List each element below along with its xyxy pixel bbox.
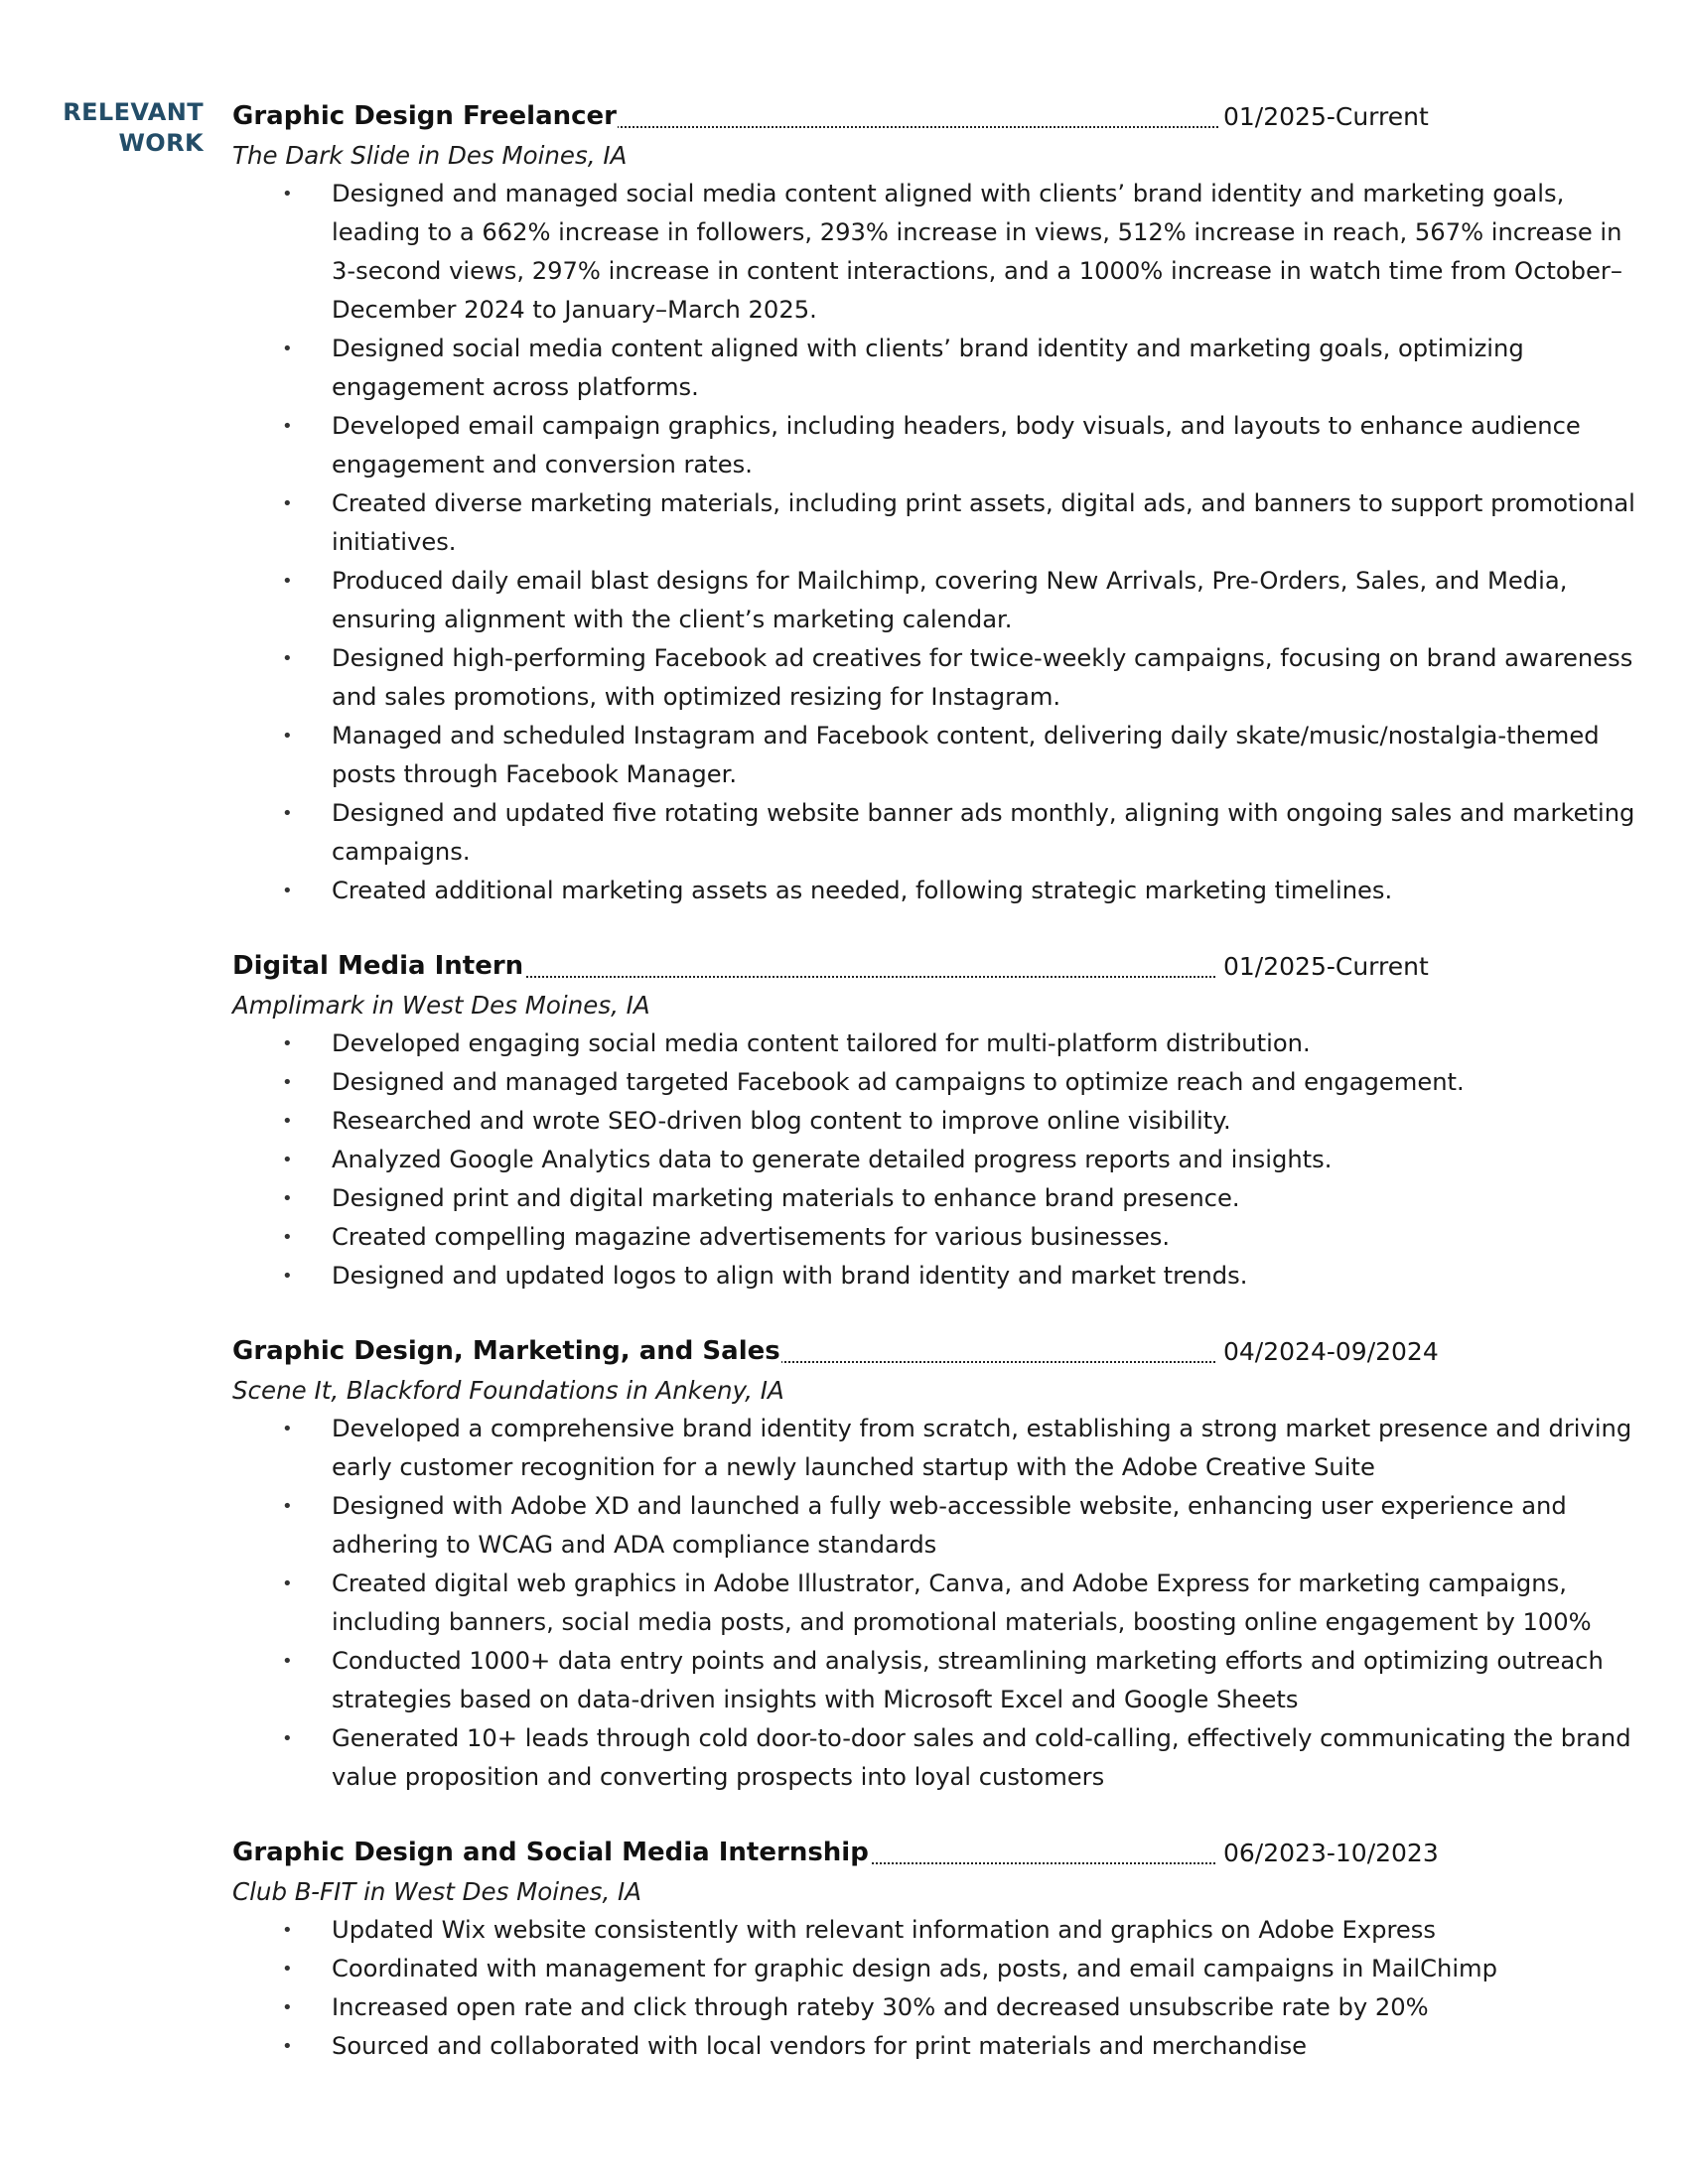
bullet-text: Designed print and digital marketing materials to enhance brand presence. [332, 1184, 1240, 1212]
bullet-item [232, 1642, 1652, 1719]
bullet-text: Designed and managed social media content aligned with clients’ brand identity and marketing goals, leading to a 662% increase in followers, 293% increase in views, 512% increase in reach, 567% increase in 3-second views, 297% increase in content interactions, and a 1000% increase in watch time from October–December 2024 to January–March 2025. [332, 180, 1622, 324]
job-title: Graphic Design, Marketing, and Sales [232, 1332, 781, 1371]
bullet-text: Developed engaging social media content tailored for multi-platform distribution. [332, 1029, 1311, 1057]
bullet-dot-icon: • [282, 1150, 293, 1170]
bullet-dot-icon: • [282, 881, 293, 901]
bullet-text: Conducted 1000+ data entry points and analysis, streamlining marketing efforts and optimizing outreach strategies based on data-driven insights with Microsoft Excel and Google Sheets [332, 1647, 1604, 1713]
bullet-item [232, 562, 1652, 639]
bullet-dot-icon: • [282, 1920, 293, 1941]
bullet-text: Produced daily email blast designs for Mailchimp, covering New Arrivals, Pre-Orders, Sales, and Media, ensuring alignment with the client’s marketing calendar. [332, 567, 1568, 633]
bullet-dot-icon: • [282, 1111, 293, 1132]
job-dates: 01/2025-Current [1219, 97, 1429, 136]
job-bullets [232, 1911, 1652, 2066]
bullet-item [232, 1950, 1652, 1988]
job-organization: Amplimark in West Des Moines, IA [232, 991, 650, 1020]
bullet-item [232, 872, 1652, 910]
bullet-item [232, 1102, 1652, 1141]
bullet-item [232, 1179, 1652, 1218]
bullet-dot-icon: • [282, 1959, 293, 1979]
bullet-dot-icon: • [282, 1419, 293, 1439]
bullet-dot-icon: • [282, 1573, 293, 1594]
job-heading [232, 1834, 1652, 1872]
job-title: Graphic Design and Social Media Internship [232, 1834, 870, 1872]
bullet-text: Sourced and collaborated with local vendors for print materials and merchandise [332, 2032, 1308, 2060]
job-title: Graphic Design Freelancer [232, 97, 618, 136]
bullet-text: Developed email campaign graphics, including headers, body visuals, and layouts to enhance audience engagement and conversion rates. [332, 412, 1581, 478]
bullet-item [232, 1487, 1652, 1565]
bullet-text: Designed social media content aligned with clients’ brand identity and marketing goals, optimizing engagement across platforms. [332, 335, 1524, 401]
job-title: Digital Media Intern [232, 947, 524, 986]
job-bullets [232, 175, 1652, 910]
bullet-item [232, 1911, 1652, 1950]
bullet-item [232, 1719, 1652, 1797]
job-organization: The Dark Slide in Des Moines, IA [232, 141, 628, 170]
job-organization: Club B-FIT in West Des Moines, IA [232, 1877, 642, 1906]
job-bullets [232, 1024, 1652, 1296]
bullet-dot-icon: • [282, 2036, 293, 2057]
bullet-text: Coordinated with management for graphic design ads, posts, and email campaigns in MailChimp [332, 1955, 1497, 1982]
job-heading [232, 1332, 1652, 1371]
bullet-text: Created additional marketing assets as needed, following strategic marketing timelines. [332, 877, 1393, 904]
bullet-dot-icon: • [282, 1033, 293, 1054]
bullet-dot-icon: • [282, 1496, 293, 1517]
job-bullets [232, 1410, 1652, 1797]
bullet-item [232, 2027, 1652, 2066]
section-label-line2: WORK [118, 129, 204, 157]
bullet-item [232, 484, 1652, 562]
bullet-item [232, 1988, 1652, 2027]
bullet-dot-icon: • [282, 493, 293, 514]
bullet-text: Generated 10+ leads through cold door-to-door sales and cold-calling, effectively communicating the brand value proposition and converting prospects into loyal customers [332, 1724, 1631, 1791]
bullet-dot-icon: • [282, 339, 293, 359]
bullet-text: Developed a comprehensive brand identity from scratch, establishing a strong market presence and driving early customer recognition for a newly launched startup with the Adobe Creative Suite [332, 1415, 1632, 1481]
bullet-text: Created digital web graphics in Adobe Illustrator, Canva, and Adobe Express for marketing campaigns, including banners, social media posts, and promotional materials, boosting online engagement by 100% [332, 1570, 1592, 1636]
bullet-text: Managed and scheduled Instagram and Facebook content, delivering daily skate/music/nostalgia-themed posts through Facebook Manager. [332, 722, 1600, 788]
bullet-text: Increased open rate and click through rateby 30% and decreased unsubscribe rate by 20% [332, 1993, 1429, 2021]
section-label-line1: RELEVANT [63, 98, 204, 126]
bullet-item [232, 717, 1652, 794]
bullet-dot-icon: • [282, 1072, 293, 1093]
bullet-item [232, 1565, 1652, 1642]
bullet-item [232, 1410, 1652, 1487]
job-dates: 01/2025-Current [1219, 947, 1429, 986]
bullet-text: Designed and managed targeted Facebook ad campaigns to optimize reach and engagement. [332, 1068, 1465, 1096]
bullet-dot-icon: • [282, 726, 293, 747]
bullet-dot-icon: • [282, 571, 293, 592]
bullet-dot-icon: • [282, 1997, 293, 2018]
bullet-text: Analyzed Google Analytics data to generate detailed progress reports and insights. [332, 1146, 1333, 1173]
bullet-text: Researched and wrote SEO-driven blog content to improve online visibility. [332, 1107, 1231, 1135]
bullet-item [232, 1024, 1652, 1063]
bullet-dot-icon: • [282, 1188, 293, 1209]
bullet-dot-icon: • [282, 416, 293, 437]
section-label [48, 97, 204, 159]
work-history [232, 97, 1652, 2103]
bullet-text: Created diverse marketing materials, including print assets, digital ads, and banners to support promotional initiatives. [332, 489, 1635, 556]
bullet-item [232, 1257, 1652, 1296]
bullet-item [232, 794, 1652, 872]
job-entry [232, 947, 1652, 1296]
bullet-dot-icon: • [282, 803, 293, 824]
bullet-text: Designed and updated five rotating website banner ads monthly, aligning with ongoing sales and marketing campaigns. [332, 799, 1635, 866]
job-dates: 04/2024-09/2024 [1219, 1332, 1439, 1371]
bullet-dot-icon: • [282, 648, 293, 669]
bullet-dot-icon: • [282, 1651, 293, 1672]
bullet-item [232, 407, 1652, 484]
job-heading [232, 947, 1652, 986]
bullet-text: Designed high-performing Facebook ad creatives for twice-weekly campaigns, focusing on brand awareness and sales promotions, with optimized resizing for Instagram. [332, 644, 1633, 711]
job-entry [232, 1332, 1652, 1797]
bullet-dot-icon: • [282, 1227, 293, 1248]
bullet-text: Designed and updated logos to align with brand identity and market trends. [332, 1262, 1248, 1290]
bullet-dot-icon: • [282, 1266, 293, 1287]
bullet-item [232, 1218, 1652, 1257]
job-heading [232, 97, 1652, 136]
bullet-item [232, 1141, 1652, 1179]
bullet-item [232, 330, 1652, 407]
bullet-text: Updated Wix website consistently with relevant information and graphics on Adobe Express [332, 1916, 1436, 1944]
bullet-dot-icon: • [282, 1728, 293, 1749]
job-entry [232, 97, 1652, 910]
bullet-dot-icon: • [282, 184, 293, 205]
job-dates: 06/2023-10/2023 [1219, 1834, 1439, 1872]
bullet-item [232, 639, 1652, 717]
bullet-text: Designed with Adobe XD and launched a fully web-accessible website, enhancing user experience and adhering to WCAG and ADA compliance standards [332, 1492, 1567, 1559]
bullet-item [232, 175, 1652, 330]
job-entry [232, 1834, 1652, 2066]
bullet-item [232, 1063, 1652, 1102]
job-organization: Scene It, Blackford Foundations in Ankeny, IA [232, 1376, 784, 1405]
bullet-text: Created compelling magazine advertisements for various businesses. [332, 1223, 1171, 1251]
